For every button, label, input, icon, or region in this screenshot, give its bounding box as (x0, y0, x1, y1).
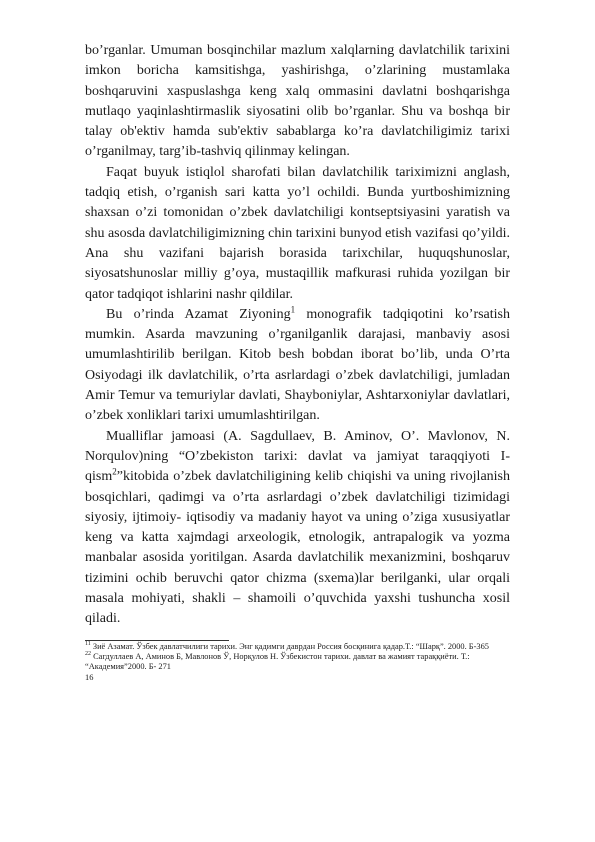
paragraph-4-text-b: ”kitobida o’zbek davlatchiligining kelib chiqishi va uning rivojlanish bosqichlari, qadimgi va o’rta asrlardagi o’zbek davlatchiligi tizimidagi siyosiy, ijtimoiy- iqtisodiy va madaniy hayot va uning o’ziga xususiyatlar keng va katta xajmdagi arxeologik, etnologik, antrapalogik va yozma manbalar asosida yoritilgan. Asarda davlatchilik mexanizmini, boshqaruv tizimini ochib beruvchi qator chizma (sxema)lar berilganki, ular orqali masala mohiyati, shakli – shamoili o’quvchida yaxshi tushuncha xosil qiladi. (85, 469, 510, 627)
paragraph-1: bo’rganlar. Umuman bosqinchilar mazlum xalqlarning davlatchilik tarixini imkon boricha kamsitishga, yashirishga, o’zlarining mustamlaka boshqaruvini xaspuslashga keng xalq ommasini davlatni boshqarishga mutlaqo yaqinlashtirmaslik siyosatini olib bo’rganlar. Shu va boshqa bir talay ob'ektiv hamda sub'ektiv sabablarga ko’ra davlatchiligimiz tarixi o’rganilmay, targ’ib-tashviq qilinmay kelingan. (85, 43, 510, 160)
footnote-2-mark: 22 (85, 651, 91, 658)
paragraph-4-text-a: Mualliflar jamoasi (A. Sagdullaev, B. Aminov, O’. Mavlonov, N. Norqulov)ning “O’zbekiston tarixi: davlat va jamiyat taraqqiyoti I-qism (85, 428, 510, 485)
paragraph-3-text-b: monografik tadqiqotini ko’rsatish mumkin. Asarda mavzuning o’rganilganlik darajasi, manbaviy asosi umumlashtirilib berilgan. Kitob besh bobdan iborat bo’lib, unda O’rta Osiyodagi ilk davlatchilik, o’rta asrlardagi o’zbek davlatchiligi, jumladan Amir Temur va temuriylar davlati, Shayboniylar, Ashtarxoniylar davlatlari, o’zbek xonliklari tarixi umumlashtirilgan. (85, 306, 510, 424)
paragraph-3 (85, 305, 510, 427)
footnote-ref-1[interactable]: 1 (290, 304, 296, 315)
footnote-1-mark: 11 (85, 640, 91, 647)
footnote-1-text: Зиё Азамат. Ўзбек давлатчилиги тарихи. Энг қадимги даврдан Россия босқинига қадар.Т.: “Шарқ”. 2000. Б-365 (90, 641, 489, 651)
footnote-2-text: Сагдуллаев А, Аминов Б, Мавлонов Ў, Норқулов Н. Ўзбекистон тарихи. давлат ва жамият тараққиёти. Т.: “Академия”2000. Б- 271 (85, 652, 470, 672)
footnote-1 (85, 642, 510, 652)
paragraph-4 (85, 427, 510, 630)
footnote-divider (85, 640, 229, 641)
footnote-ref-2[interactable]: 2 (112, 466, 117, 477)
footnote-2 (85, 652, 510, 673)
page-number: 16 (85, 672, 94, 682)
paragraph-2: Faqat buyuk istiqlol sharofati bilan davlatchilik tariximizni anglash, tadqiq etish, o’rganish sari katta yo’l ochildi. Bunda yurtboshimizning shaxsan o’zi tomonidan o’zbek davlatchiligi kontseptsiyasini yaratish va shu asosda davlatchiligimizning chin tarixini bunyod etish vazifasi qo’yildi. Ana shu vazifani bajarish borasida tarixchilar, huquqshunoslar, siyosatshunoslar milliy g’oya, mustaqillik mafkurasi ruhida yozilgan bir qator tadqiqot ishlarini nashr qildilar. (85, 164, 510, 302)
document-page (85, 41, 510, 683)
paragraph-3-text-a: Bu o’rinda Azamat Ziyoning (106, 306, 291, 322)
